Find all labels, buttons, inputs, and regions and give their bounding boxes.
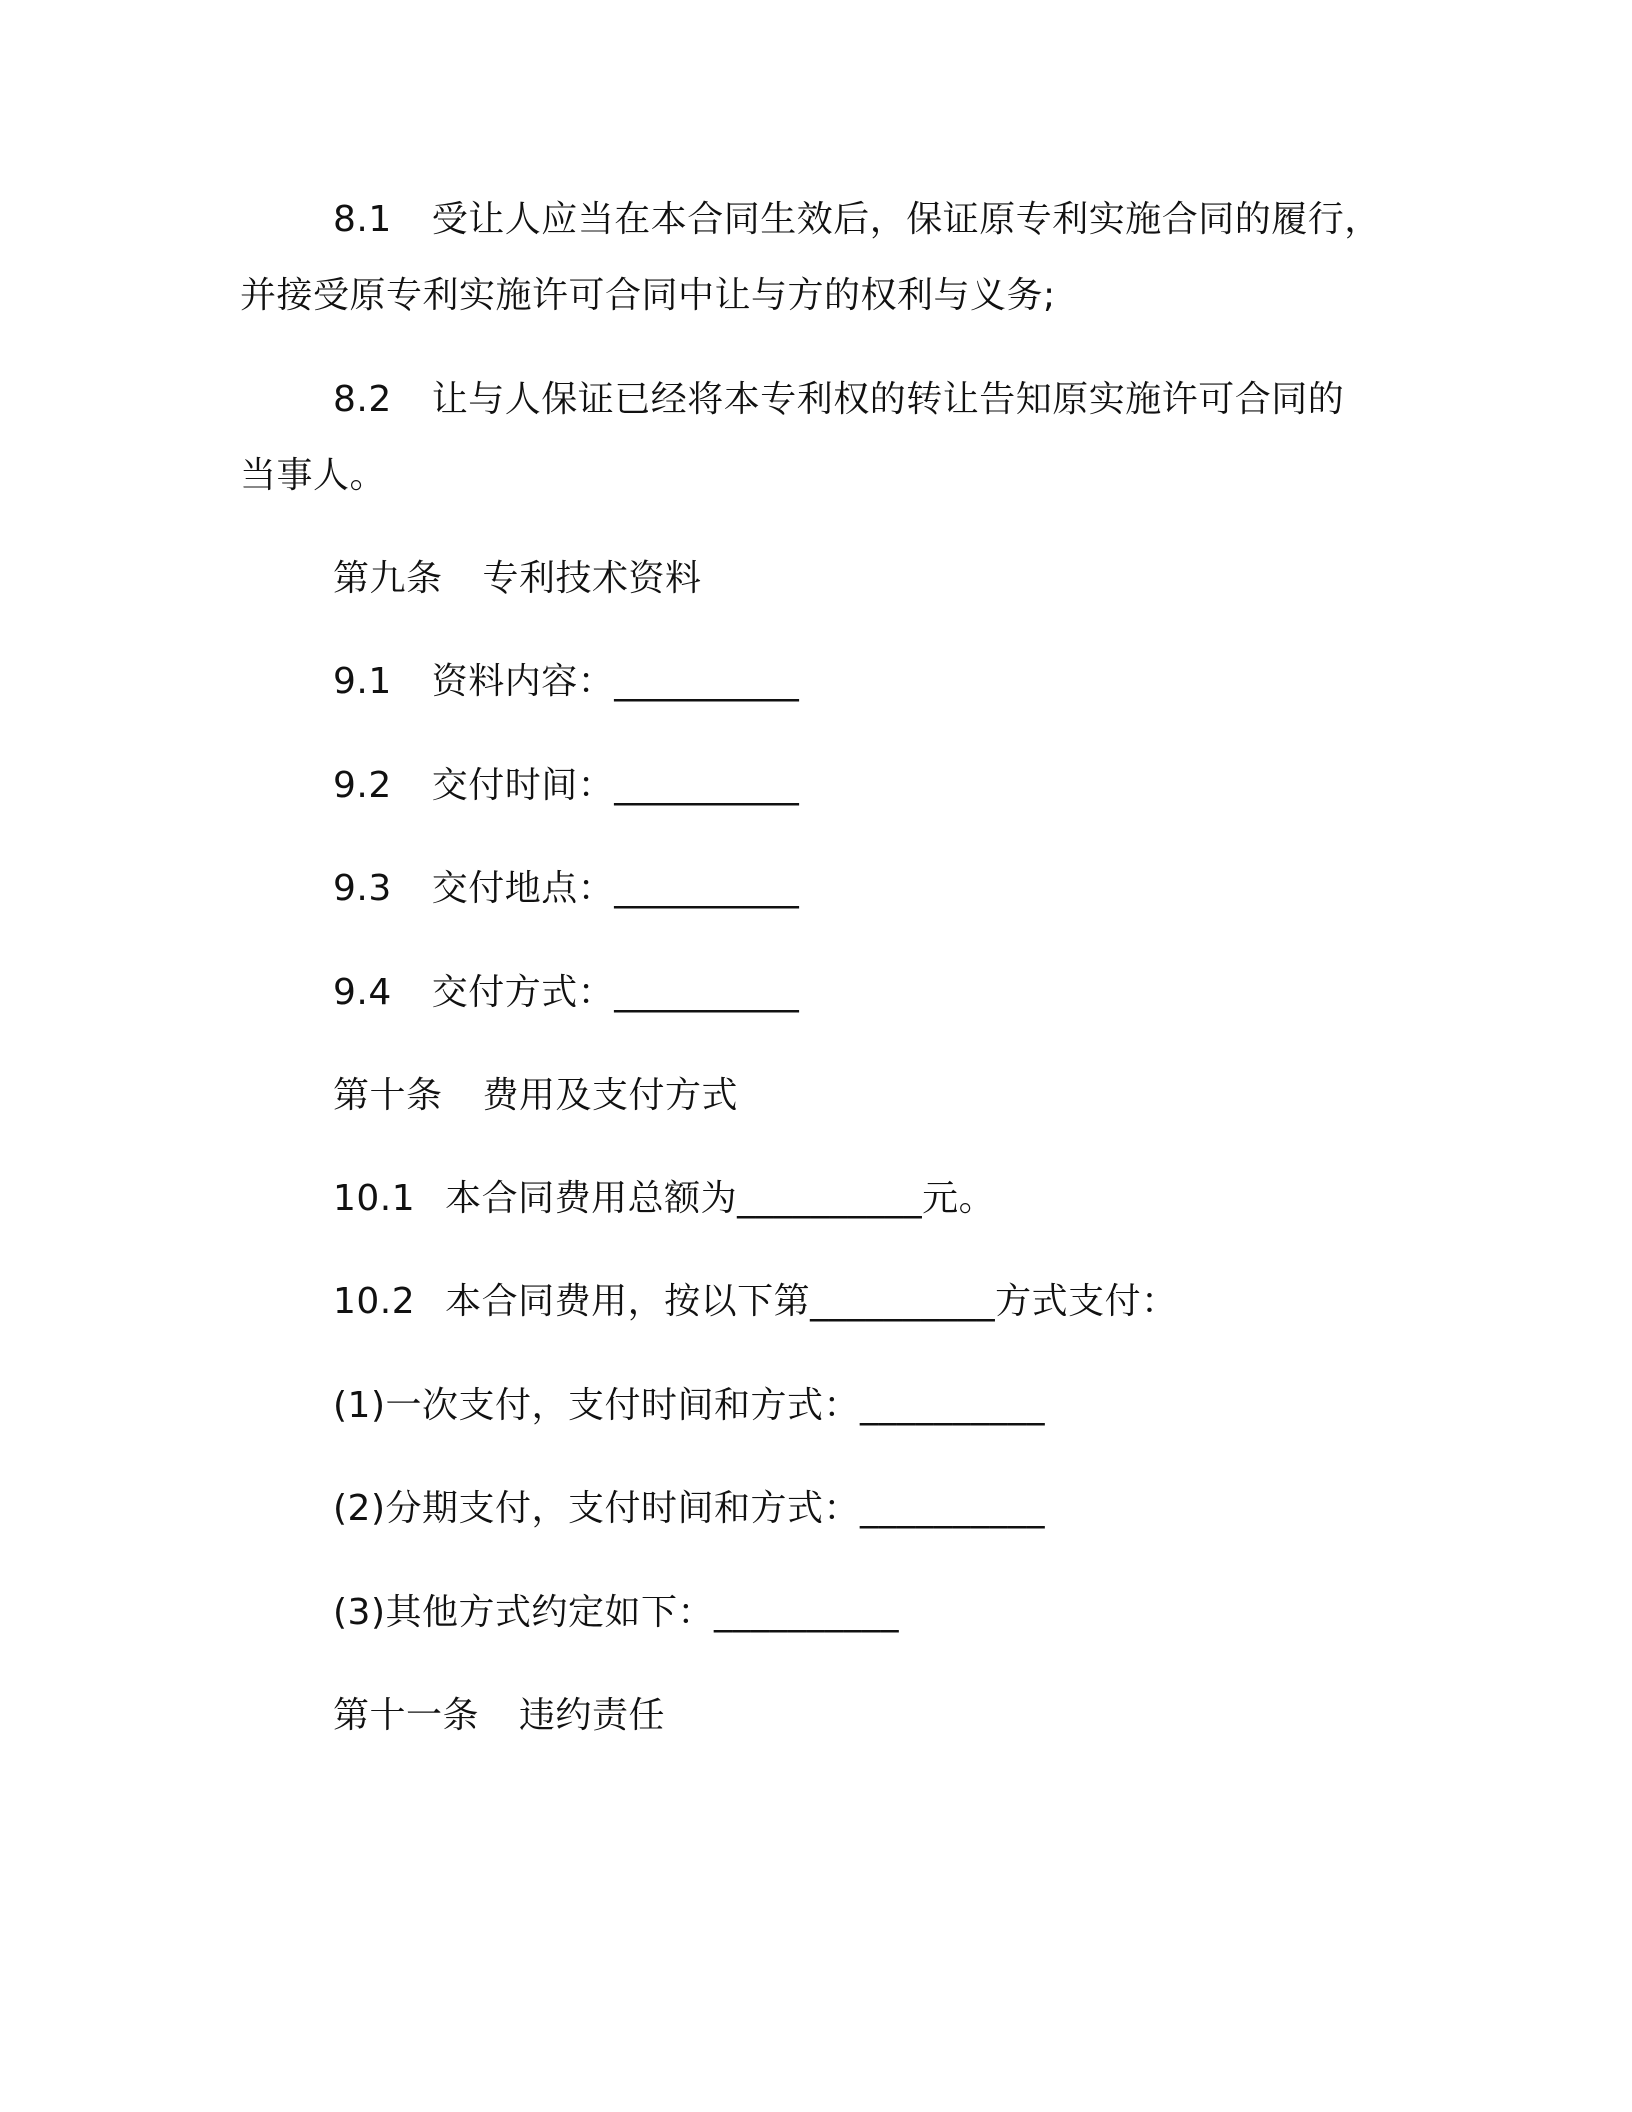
field-9-3 [333, 865, 799, 913]
article-9-heading [333, 555, 702, 603]
field-text: 交付方式：__________ [431, 972, 800, 1013]
option-text: (1)一次支付，支付时间和方式：__________ [333, 1385, 1045, 1426]
field-number: 9.3 [333, 868, 392, 909]
article-number: 第九条 [333, 558, 443, 599]
payment-option-1 [333, 1382, 1045, 1430]
clause-text: 受让人应当在本合同生效后，保证原专利实施合同的履行， [431, 199, 1381, 240]
article-title: 违约责任 [519, 1695, 666, 1736]
article-11-heading [333, 1692, 665, 1740]
clause-text: 并接受原专利实施许可合同中让与方的权利与义务; [240, 275, 1056, 316]
field-text: 资料内容：__________ [431, 661, 800, 702]
clause-number: 8.2 [333, 379, 392, 420]
field-9-4 [333, 969, 799, 1017]
field-number: 9.1 [333, 661, 392, 702]
clause-text: 当事人。 [240, 455, 387, 496]
field-number: 10.1 [333, 1178, 416, 1219]
field-9-2 [333, 762, 799, 810]
field-10-1 [333, 1175, 995, 1223]
field-number: 10.2 [333, 1281, 416, 1322]
article-title: 专利技术资料 [482, 558, 702, 599]
article-number: 第十条 [333, 1075, 443, 1116]
clause-8-1-line2 [240, 272, 1056, 320]
article-number: 第十一条 [333, 1695, 480, 1736]
field-10-2 [333, 1278, 1178, 1326]
field-number: 9.4 [333, 972, 392, 1013]
clause-8-2-line1 [333, 376, 1344, 424]
field-9-1 [333, 658, 799, 706]
option-text: (3)其他方式约定如下：__________ [333, 1592, 899, 1633]
payment-option-2 [333, 1485, 1045, 1533]
field-number: 9.2 [333, 765, 392, 806]
option-text: (2)分期支付，支付时间和方式：__________ [333, 1488, 1045, 1529]
article-10-heading [333, 1072, 738, 1120]
clause-number: 8.1 [333, 199, 392, 240]
field-text: 本合同费用总额为__________元。 [445, 1178, 996, 1219]
article-title: 费用及支付方式 [482, 1075, 739, 1116]
clause-text: 让与人保证已经将本专利权的转让告知原实施许可合同的 [431, 379, 1345, 420]
clause-8-2-line2 [240, 452, 386, 500]
clause-8-1-line1 [333, 196, 1381, 244]
field-text: 交付时间：__________ [431, 765, 800, 806]
payment-option-3 [333, 1589, 899, 1637]
field-text: 本合同费用，按以下第__________方式支付： [445, 1281, 1178, 1322]
field-text: 交付地点：__________ [431, 868, 800, 909]
